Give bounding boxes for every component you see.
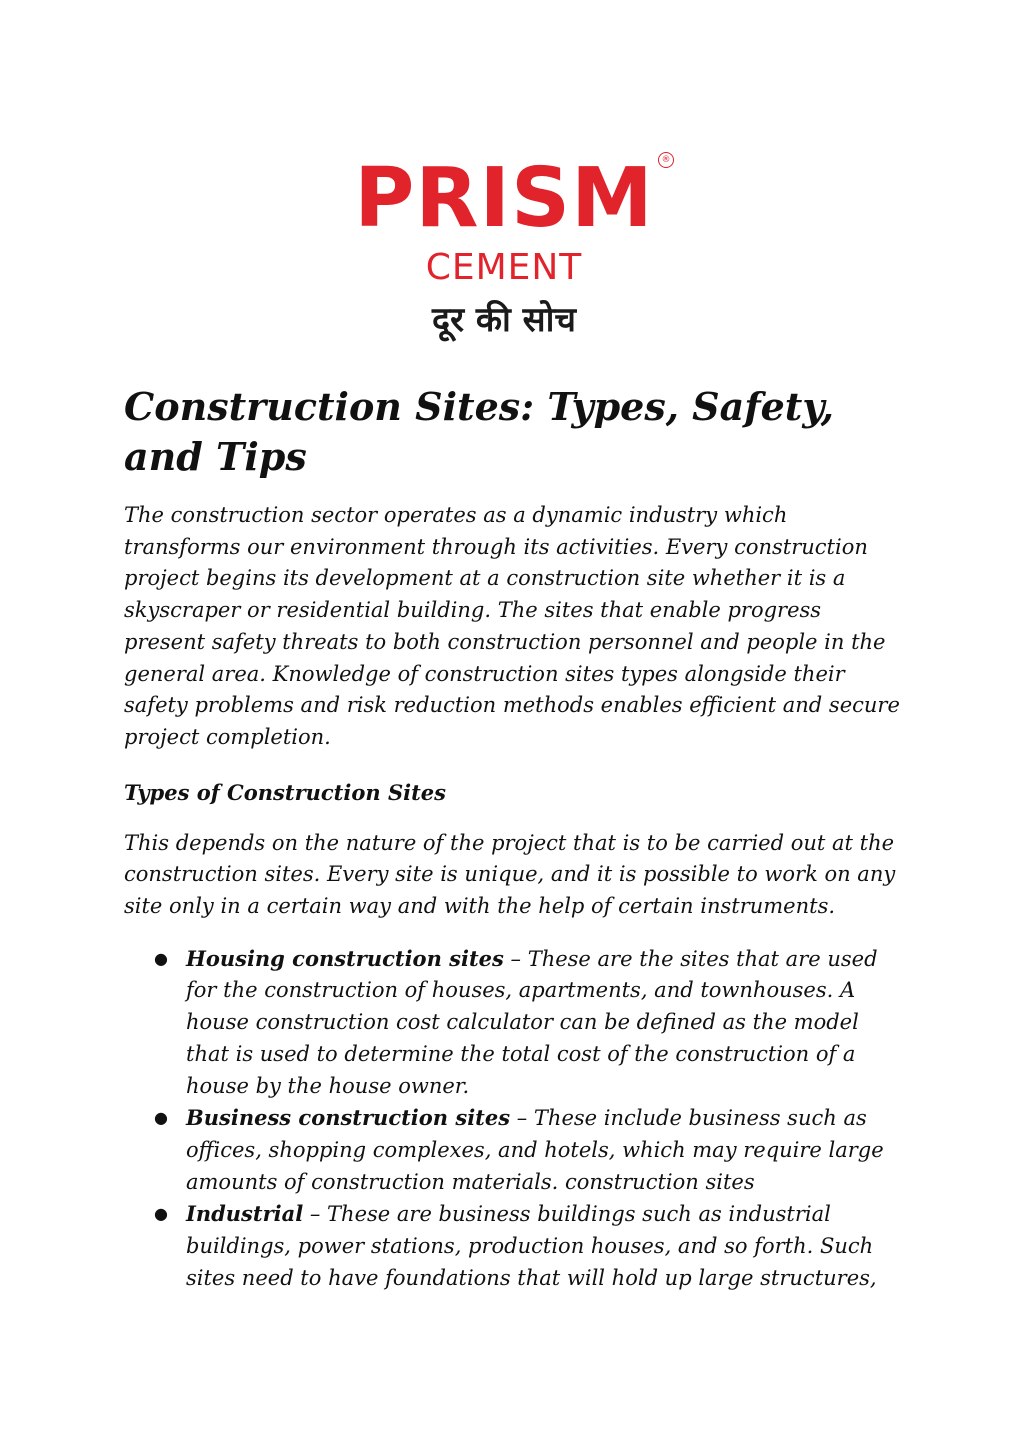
list-item-term: Industrial: [186, 1201, 304, 1227]
prism-cement-logo: [346, 152, 678, 352]
article: [124, 382, 904, 1294]
intro-paragraph: The construction sector operates as a dynamic industry which transforms our environment through its activities. Every construction project begins its development at a construction site whether it is a skyscraper or residential building. The sites that enable progress present safety threats to both construction personnel and people in the general area. Knowledge of construction sites types alongside their safety problems and risk reduction methods enables efficient and secure project completion.: [124, 503, 900, 749]
section-heading: Types of Construction Sites: [124, 779, 446, 805]
logo-product: CEMENT: [425, 247, 583, 288]
section-paragraph: This depends on the nature of the project that is to be carried out at the construction sites. Every site is unique, and it is possible to work on any site only in a certain way and with the help of certain instruments.: [124, 830, 896, 919]
article-title: Construction Sites: Types, Safety, and Tips: [124, 384, 834, 479]
logo-brand: PRISM: [354, 151, 654, 246]
registered-mark-icon: ®: [658, 152, 674, 168]
list-item: [124, 1198, 904, 1294]
list-item: [124, 1102, 904, 1198]
list-item: [124, 943, 904, 1103]
site-types-list: [124, 943, 904, 1295]
bullet-icon: ●: [154, 948, 168, 968]
bullet-icon: ●: [154, 1204, 168, 1224]
logo-tagline: दूर की सोच: [432, 300, 576, 340]
list-item-text: – These are business buildings such as industrial buildings, power stations, production houses, and so forth. Such sites need to have foundations that will hold up large structures,: [186, 1202, 877, 1290]
bullet-icon: ●: [154, 1108, 168, 1128]
list-item-term: Business construction sites: [186, 1105, 511, 1131]
list-item-text: – These include business such as offices, shopping complexes, and hotels, which may require large amounts of construction materials. construction sites: [186, 1106, 884, 1194]
list-item-text: – These are the sites that are used for the construction of houses, apartments, and townhouses. A house construction cost calculator can be defined as the model that is used to determine the total cost of the construction of a house by the house owner.: [186, 946, 878, 1098]
list-item-term: Housing construction sites: [186, 945, 504, 971]
